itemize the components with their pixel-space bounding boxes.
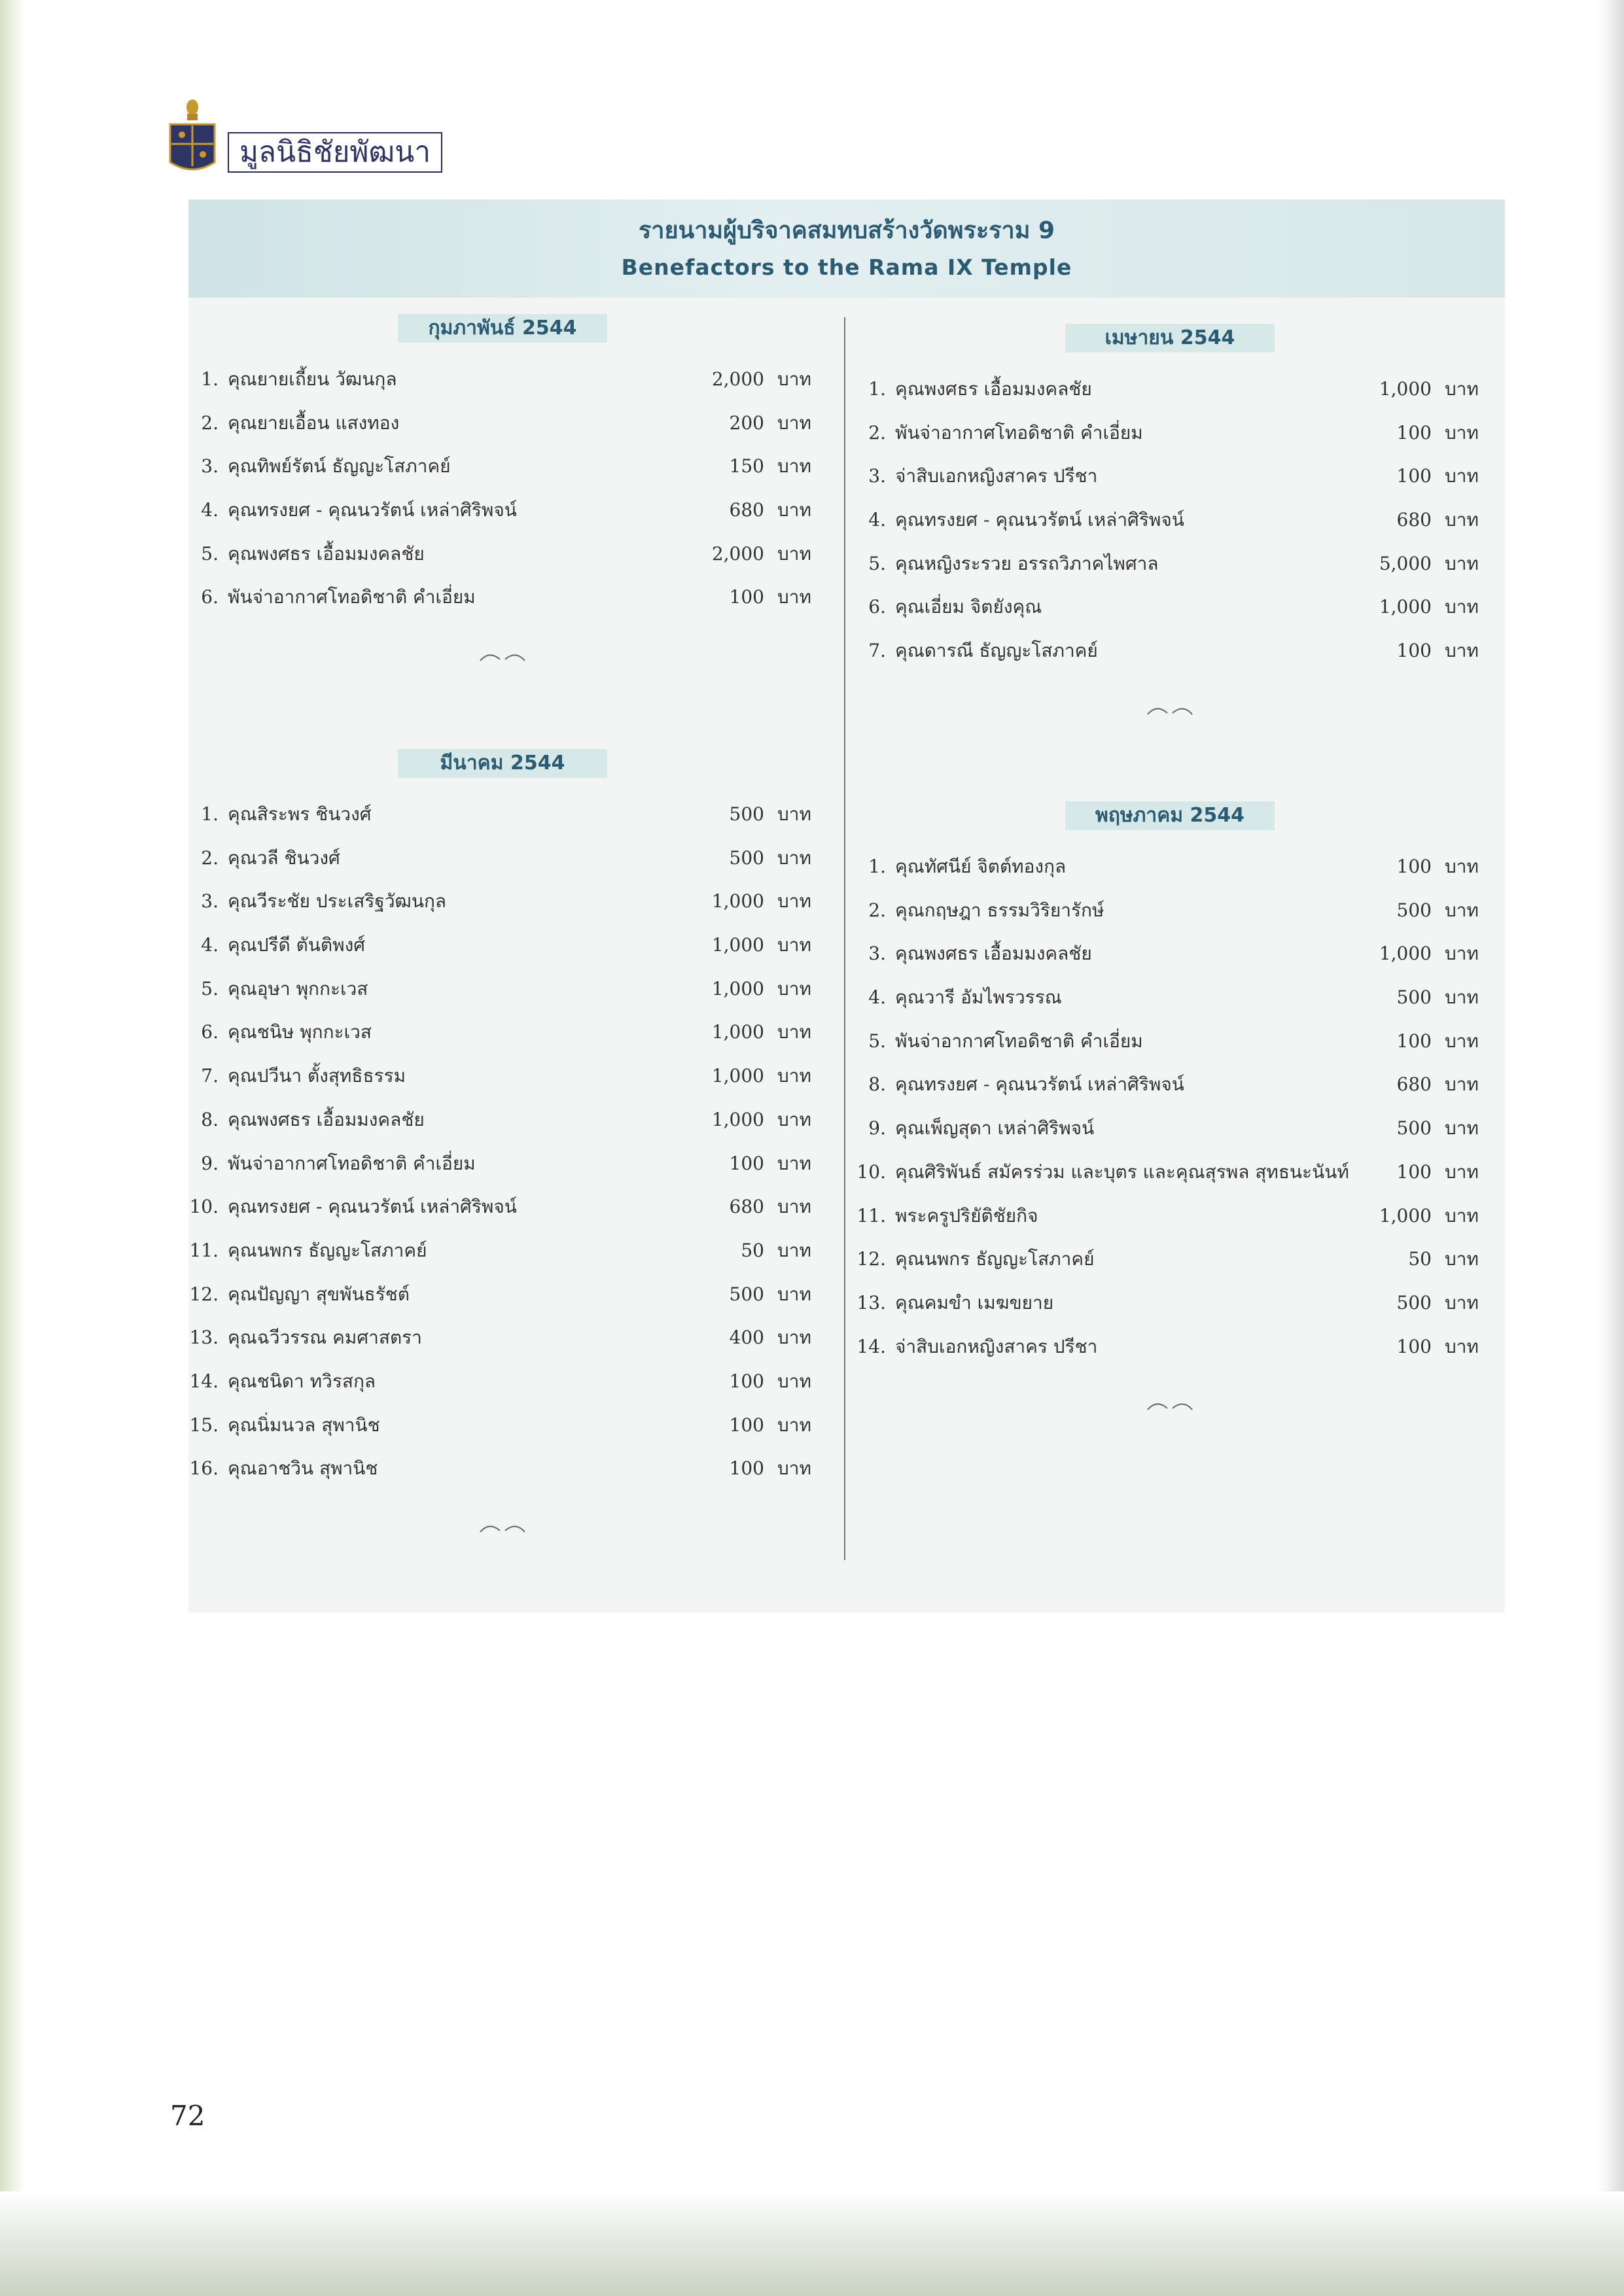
donor-unit: บาท [1445, 943, 1479, 965]
donor-name: คุณทรงยศ - คุณนวรัตน์ เหล่าศิริพจน์ [228, 1196, 517, 1218]
donor-number: 4. [868, 509, 886, 531]
donor-number: 10. [856, 1160, 886, 1183]
donor-row [188, 453, 817, 497]
donor-name: คุณคมขำ เมฆขยาย [895, 1291, 1054, 1313]
donor-name: คุณวารี อัมไพรวรรณ [895, 986, 1062, 1009]
page-edge [0, 2191, 1624, 2296]
donor-unit: บาท [1445, 986, 1479, 1009]
donor-list [188, 366, 817, 628]
donor-unit: บาท [777, 1065, 811, 1087]
donor-unit: บาท [1445, 1073, 1479, 1096]
donor-amount: 100 [1396, 1335, 1432, 1357]
donor-row [188, 845, 817, 889]
donor-row [188, 1368, 817, 1412]
donor-amount: 680 [729, 1196, 764, 1218]
title-band [188, 200, 1505, 298]
donor-number: 5. [201, 542, 219, 565]
donor-row [188, 1063, 817, 1107]
donor-unit: บาท [1445, 509, 1479, 531]
donor-name: คุณปัญญา สุขพันธรัชต์ [228, 1283, 410, 1305]
donor-number: 16. [189, 1457, 219, 1480]
donor-amount: 1,000 [711, 890, 764, 913]
donor-number: 7. [868, 640, 886, 662]
donor-name: คุณศิริพันธ์ สมัครร่วม และบุตร และคุณสุรพล สุทธนะนันท์ [895, 1160, 1349, 1183]
donor-amount: 500 [729, 803, 764, 825]
donor-unit: บาท [1445, 899, 1479, 921]
donor-number: 11. [856, 1204, 886, 1226]
donor-row [856, 1203, 1484, 1247]
donor-amount: 500 [729, 846, 764, 869]
donor-row [188, 1281, 817, 1325]
donor-number: 14. [189, 1370, 219, 1392]
donor-row [188, 584, 817, 628]
donor-name: จ่าสิบเอกหญิงสาคร ปรีชา [895, 465, 1098, 487]
donor-unit: บาท [777, 368, 811, 390]
page-edge [1598, 0, 1624, 2296]
donor-amount: 100 [1396, 1160, 1432, 1183]
donor-row [188, 1412, 817, 1456]
donor-row [856, 551, 1484, 595]
donor-name: คุณดารณี ธัญญะโสภาคย์ [895, 640, 1098, 662]
donor-amount: 100 [1396, 856, 1432, 877]
donor-unit: บาท [777, 1414, 811, 1436]
donor-row [856, 897, 1484, 941]
donor-number: 5. [868, 1030, 886, 1052]
donor-list [188, 801, 817, 1499]
donor-row [188, 366, 817, 410]
donor-amount: 100 [729, 586, 764, 608]
donor-unit: บาท [777, 803, 811, 825]
donor-row [188, 541, 817, 585]
donor-row [856, 854, 1484, 897]
donor-name: พันจ่าอากาศโทอดิชาติ คำเอี่ยม [895, 1030, 1143, 1052]
donor-unit: บาท [777, 934, 811, 956]
donor-row [856, 463, 1484, 507]
donor-row [188, 1107, 817, 1151]
donor-unit: บาท [1445, 552, 1479, 574]
donor-unit: บาท [777, 1457, 811, 1480]
column-divider [844, 317, 845, 1560]
donor-amount: 400 [729, 1327, 764, 1349]
donor-name: คุณเอี่ยม จิตยังคุณ [895, 596, 1042, 618]
donor-amount: 1,000 [711, 1065, 764, 1087]
donor-name: คุณวลี ชินวงศ์ [228, 846, 340, 869]
donor-name: พันจ่าอากาศโทอดิชาติ คำเอี่ยม [228, 1152, 476, 1174]
section-apr [856, 324, 1484, 720]
donor-number: 13. [856, 1291, 886, 1313]
donor-number: 7. [201, 1065, 219, 1087]
donor-number: 14. [856, 1335, 886, 1357]
donor-number: 6. [201, 1021, 219, 1043]
donor-name: คุณอาชวิน สุพานิช [228, 1457, 378, 1480]
donor-row [856, 1115, 1484, 1159]
donor-name: คุณนพกร ธัญญะโสภาคย์ [895, 1248, 1095, 1270]
donor-unit: บาท [777, 411, 811, 434]
donor-name: คุณเพ็ญสุดา เหล่าศิริพจน์ [895, 1117, 1095, 1139]
donor-unit: บาท [1445, 1160, 1479, 1183]
donor-number: 4. [201, 499, 219, 521]
donor-name: คุณทรงยศ - คุณนวรัตน์ เหล่าศิริพจน์ [228, 499, 517, 521]
donor-name: คุณยายเอื้อน แสงทอง [228, 411, 400, 434]
section-mar [188, 749, 817, 1537]
donor-amount: 2,000 [711, 542, 764, 565]
donor-row [188, 1194, 817, 1238]
donor-row [188, 497, 817, 541]
donor-name: คุณทรงยศ - คุณนวรัตน์ เหล่าศิริพจน์ [895, 1073, 1184, 1096]
donor-amount: 1,000 [1379, 943, 1432, 965]
donor-list [856, 376, 1484, 682]
donor-amount: 100 [1396, 421, 1432, 444]
logo [162, 98, 442, 177]
donor-number: 8. [201, 1108, 219, 1130]
donor-row [856, 420, 1484, 464]
donor-number: 2. [201, 411, 219, 434]
donor-unit: บาท [777, 1108, 811, 1130]
donor-unit: บาท [1445, 1248, 1479, 1270]
donor-amount: 150 [729, 455, 764, 478]
donor-unit: บาท [1445, 1117, 1479, 1139]
donor-amount: 2,000 [711, 368, 764, 390]
benefactor-panel [188, 200, 1505, 1612]
donor-amount: 100 [1396, 465, 1432, 487]
donor-amount: 1,000 [1379, 596, 1432, 618]
donor-name: คุณทิพย์รัตน์ ธัญญะโสภาคย์ [228, 455, 451, 478]
donor-amount: 1,000 [1379, 1204, 1432, 1226]
donor-row [188, 801, 817, 845]
donor-name: พระครูปริยัติชัยกิจ [895, 1204, 1038, 1226]
donor-amount: 100 [729, 1414, 764, 1436]
leaf-ornament-icon [1144, 1397, 1196, 1415]
donor-unit: บาท [1445, 856, 1479, 877]
donor-unit: บาท [1445, 1030, 1479, 1052]
donor-name: คุณสิระพร ชินวงศ์ [228, 803, 372, 825]
donor-amount: 680 [729, 499, 764, 521]
donor-row [856, 1334, 1484, 1378]
donor-unit: บาท [777, 1021, 811, 1043]
donor-row [856, 376, 1484, 420]
donor-number: 3. [868, 943, 886, 965]
donor-row [856, 1159, 1484, 1203]
month-heading: พฤษภาคม 2544 [1065, 801, 1275, 830]
donor-number: 3. [201, 890, 219, 913]
donor-amount: 500 [1396, 1291, 1432, 1313]
donor-name: คุณปวีนา ตั้งสุทธิธรรม [228, 1065, 406, 1087]
donor-name: คุณปรีดี ตันติพงศ์ [228, 934, 366, 956]
donor-amount: 1,000 [711, 977, 764, 1000]
donor-number: 15. [189, 1414, 219, 1436]
donor-unit: บาท [1445, 640, 1479, 662]
donor-row [188, 1455, 817, 1499]
donor-unit: บาท [777, 1327, 811, 1349]
donor-row [856, 984, 1484, 1028]
section-may [856, 801, 1484, 1415]
donor-number: 10. [189, 1196, 219, 1218]
donor-unit: บาท [1445, 1291, 1479, 1313]
donor-name: คุณทรงยศ - คุณนวรัตน์ เหล่าศิริพจน์ [895, 509, 1184, 531]
month-heading: เมษายน 2544 [1065, 324, 1275, 353]
donor-list [856, 854, 1484, 1377]
donor-row [856, 1028, 1484, 1072]
donor-amount: 1,000 [1379, 378, 1432, 400]
donor-number: 4. [868, 986, 886, 1009]
donor-amount: 50 [741, 1239, 764, 1261]
donor-name: พันจ่าอากาศโทอดิชาติ คำเอี่ยม [228, 586, 476, 608]
donor-row [188, 888, 817, 932]
donor-number: 5. [201, 977, 219, 1000]
donor-unit: บาท [777, 1196, 811, 1218]
donor-name: จ่าสิบเอกหญิงสาคร ปรีชา [895, 1335, 1098, 1357]
donor-row [856, 507, 1484, 551]
donor-row [856, 941, 1484, 984]
royal-crest-icon [162, 98, 222, 177]
donor-number: 3. [201, 455, 219, 478]
donor-number: 6. [868, 596, 886, 618]
donor-amount: 100 [1396, 640, 1432, 662]
donor-number: 9. [868, 1117, 886, 1139]
donor-number: 11. [189, 1239, 219, 1261]
donor-name: คุณกฤษฎา ธรรมวิริยารักษ์ [895, 899, 1104, 921]
donor-unit: บาท [1445, 1335, 1479, 1357]
donor-amount: 100 [1396, 1030, 1432, 1052]
donor-unit: บาท [777, 846, 811, 869]
donor-name: คุณชนิษ พุกกะเวส [228, 1021, 372, 1043]
donor-unit: บาท [777, 1283, 811, 1305]
donor-unit: บาท [777, 890, 811, 913]
org-name: มูลนิธิชัยพัฒนา [228, 132, 442, 173]
donor-unit: บาท [777, 455, 811, 478]
donor-number: 4. [201, 934, 219, 956]
donor-name: คุณพงศธร เอื้อมมงคลชัย [895, 943, 1092, 965]
donor-name: พันจ่าอากาศโทอดิชาติ คำเอี่ยม [895, 421, 1143, 444]
donor-row [188, 1151, 817, 1194]
donor-name: คุณพงศธร เอื้อมมงคลชัย [228, 1108, 425, 1130]
donor-number: 1. [201, 368, 219, 390]
donor-row [188, 1019, 817, 1063]
donor-unit: บาท [777, 977, 811, 1000]
donor-amount: 500 [1396, 899, 1432, 921]
donor-row [856, 638, 1484, 682]
leaf-ornament-icon [476, 648, 529, 666]
donor-unit: บาท [777, 1152, 811, 1174]
donor-unit: บาท [1445, 1204, 1479, 1226]
donor-unit: บาท [1445, 421, 1479, 444]
donor-row [856, 594, 1484, 638]
donor-unit: บาท [777, 542, 811, 565]
donor-name: คุณนิ่มนวล สุพานิช [228, 1414, 380, 1436]
donor-amount: 1,000 [711, 934, 764, 956]
donor-number: 8. [868, 1073, 886, 1096]
donor-name: คุณทัศนีย์ จิตต์ทองกุล [895, 856, 1067, 877]
donor-number: 13. [189, 1327, 219, 1349]
donor-name: คุณอุษา พุกกะเวส [228, 977, 368, 1000]
donor-amount: 50 [1408, 1248, 1432, 1270]
donor-unit: บาท [1445, 465, 1479, 487]
donor-unit: บาท [1445, 596, 1479, 618]
donor-amount: 680 [1396, 1073, 1432, 1096]
donor-amount: 100 [729, 1370, 764, 1392]
donor-row [188, 1238, 817, 1281]
month-heading: มีนาคม 2544 [398, 749, 607, 778]
donor-amount: 500 [1396, 1117, 1432, 1139]
donor-name: คุณพงศธร เอื้อมมงคลชัย [895, 378, 1092, 400]
donor-amount: 100 [729, 1152, 764, 1174]
page-edge [0, 0, 24, 2296]
donor-row [188, 410, 817, 454]
donor-name: คุณนพกร ธัญญะโสภาคย์ [228, 1239, 427, 1261]
donor-number: 9. [201, 1152, 219, 1174]
donor-row [856, 1246, 1484, 1290]
donor-number: 1. [201, 803, 219, 825]
donor-number: 12. [189, 1283, 219, 1305]
donor-row [188, 932, 817, 976]
donor-name: คุณฉวีวรรณ คมศาสตรา [228, 1327, 422, 1349]
donor-number: 1. [868, 856, 886, 877]
donor-number: 2. [868, 899, 886, 921]
donor-row [856, 1071, 1484, 1115]
donor-name: คุณหญิงระรวย อรรถวิภาคไพศาล [895, 552, 1159, 574]
donor-unit: บาท [777, 586, 811, 608]
donor-row [856, 1290, 1484, 1334]
donor-unit: บาท [777, 1239, 811, 1261]
leaf-ornament-icon [476, 1519, 529, 1537]
donor-row [188, 1325, 817, 1368]
month-heading: กุมภาพันธ์ 2544 [398, 314, 607, 343]
donor-amount: 500 [1396, 986, 1432, 1009]
donor-amount: 1,000 [711, 1108, 764, 1130]
donor-name: คุณพงศธร เอื้อมมงคลชัย [228, 542, 425, 565]
donor-number: 5. [868, 552, 886, 574]
title-thai: รายนามผู้บริจาคสมทบสร้างวัดพระราม 9 [638, 217, 1055, 244]
leaf-ornament-icon [1144, 701, 1196, 720]
donor-unit: บาท [777, 1370, 811, 1392]
donor-unit: บาท [777, 499, 811, 521]
page-number: 72 [170, 2100, 205, 2132]
donor-number: 12. [856, 1248, 886, 1270]
donor-number: 2. [201, 846, 219, 869]
donor-name: คุณยายเถี้ยน วัฒนกุล [228, 368, 397, 390]
donor-number: 3. [868, 465, 886, 487]
donor-number: 1. [868, 378, 886, 400]
donor-name: คุณชนิดา ทวิรสกุล [228, 1370, 376, 1392]
donor-amount: 500 [729, 1283, 764, 1305]
donor-unit: บาท [1445, 378, 1479, 400]
donor-number: 6. [201, 586, 219, 608]
donor-amount: 680 [1396, 509, 1432, 531]
donor-number: 2. [868, 421, 886, 444]
donor-amount: 200 [729, 411, 764, 434]
donor-row [188, 976, 817, 1020]
title-english: Benefactors to the Rama IX Temple [621, 254, 1072, 280]
donor-name: คุณวีระชัย ประเสริฐวัฒนกุล [228, 890, 447, 913]
donor-amount: 100 [729, 1457, 764, 1480]
section-feb [188, 314, 817, 666]
donor-amount: 5,000 [1379, 552, 1432, 574]
donor-amount: 1,000 [711, 1021, 764, 1043]
